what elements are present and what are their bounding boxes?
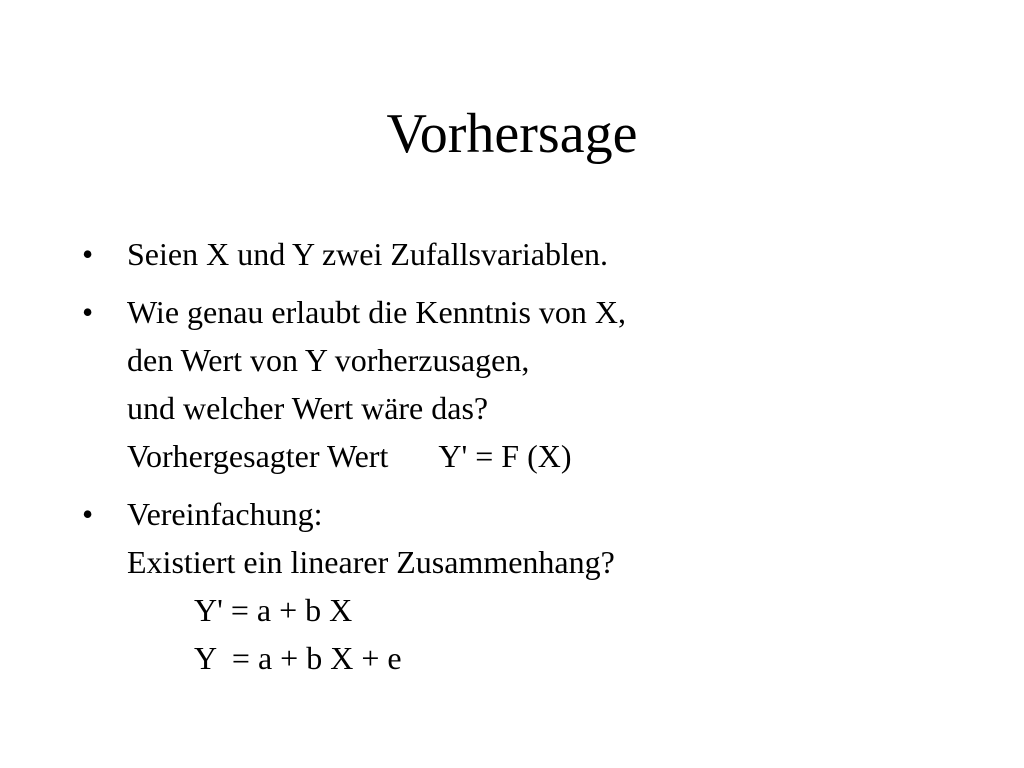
linear-equation: Y' = a + b X (194, 592, 353, 628)
linear-equation-with-error: Y = a + b X + e (194, 640, 402, 676)
bullet-text: den Wert von Y vorherzusagen, (127, 342, 530, 378)
bullet-marker: • (82, 236, 94, 272)
bullet-marker: • (82, 294, 94, 330)
bullet-text: Seien X und Y zwei Zufallsvariablen. (127, 236, 609, 272)
predicted-value-line (127, 432, 982, 480)
bullet-item-random-variables (82, 230, 982, 278)
bullet-text: und welcher Wert wäre das? (127, 390, 489, 426)
slide-title: Vorhersage (386, 103, 638, 165)
predicted-value-label: Vorhergesagter Wert (127, 438, 389, 474)
bullet-text: Vereinfachung: (127, 496, 323, 532)
bullet-item-prediction-question (82, 288, 982, 480)
bullet-marker: • (82, 496, 94, 532)
predicted-value-formula: Y' = F (X) (438, 438, 572, 474)
bullet-list (82, 230, 982, 692)
bullet-text: Wie genau erlaubt die Kenntnis von X, (127, 294, 627, 330)
bullet-text: Existiert ein linearer Zusammenhang? (127, 544, 615, 580)
bullet-item-simplification (82, 490, 982, 682)
